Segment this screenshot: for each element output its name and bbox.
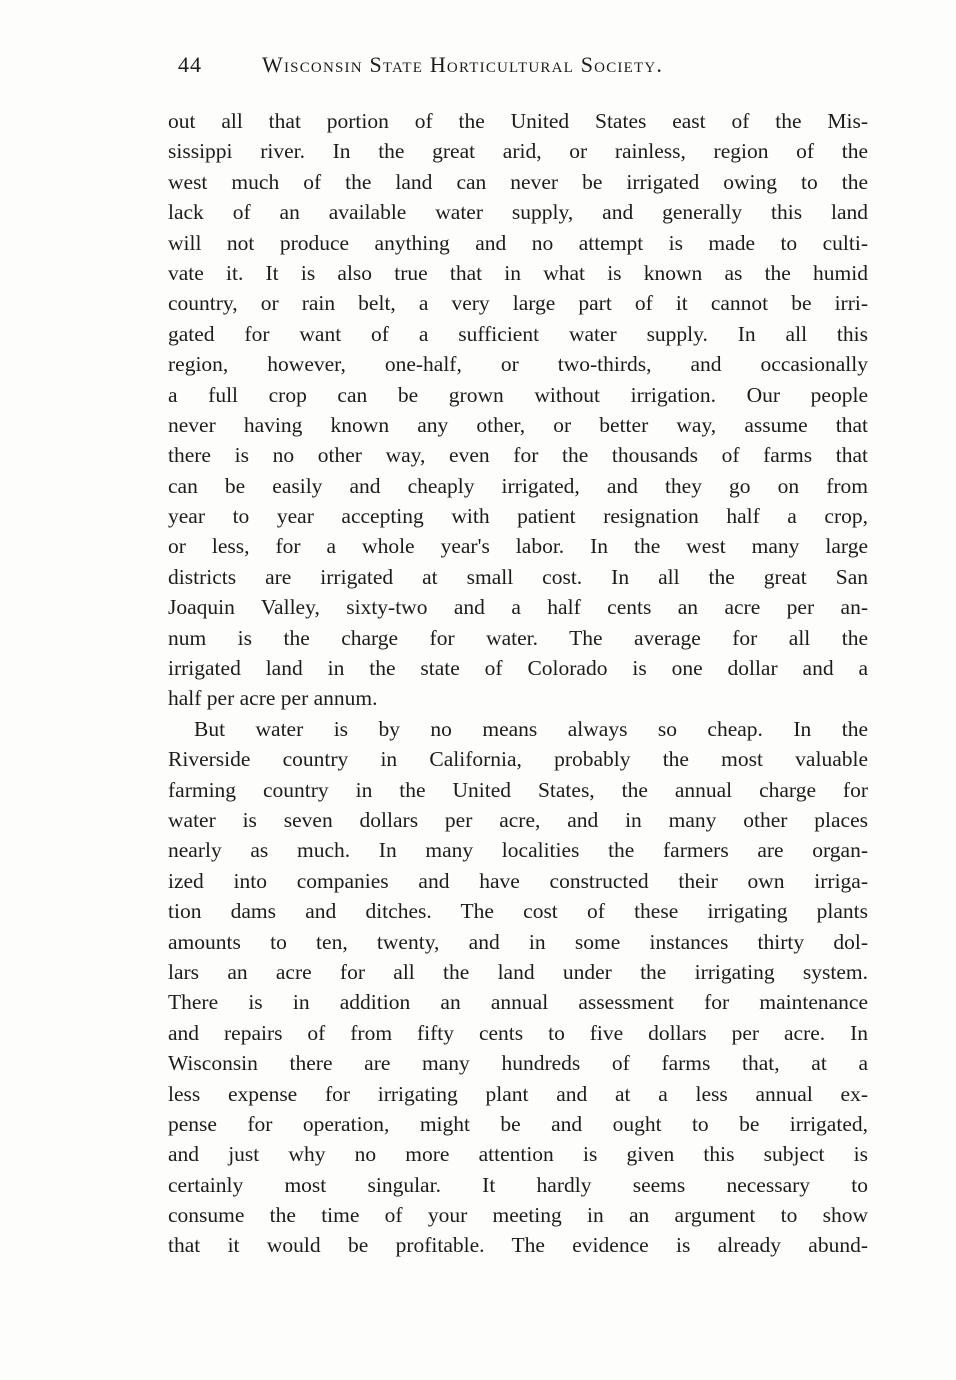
text-line: farming country in the United States, the annual charge for [168, 777, 868, 802]
text-line: never having known any other, or better way, assume that [168, 412, 868, 437]
text-line: lack of an available water supply, and generally this land [168, 200, 868, 225]
text-line: vate it. It is also true that in what is known as the humid [168, 260, 868, 285]
text-line: a full crop can be grown without irrigation. Our people [168, 382, 868, 407]
text-line: sissippi river. In the great arid, or rainless, region of the [168, 139, 868, 164]
text-line: Joaquin Valley, sixty-two and a half cents an acre per an- [168, 595, 868, 620]
text-line: half per acre per annum. [168, 686, 378, 711]
text-line: amounts to ten, twenty, and in some instances thirty dol- [168, 929, 868, 954]
paragraph-2 [168, 714, 868, 1261]
text-line: year to year accepting with patient resignation half a crop, [168, 504, 868, 529]
running-title: Wisconsin State Horticultural Society. [262, 52, 664, 77]
text-line: ized into companies and have constructed their own irriga- [168, 868, 868, 893]
text-line: can be easily and cheaply irrigated, and they go on from [168, 473, 868, 498]
page-header [178, 52, 808, 86]
text-line: tion dams and ditches. The cost of these irrigating plants [168, 899, 868, 924]
text-line: num is the charge for water. The average for all the [168, 625, 868, 650]
body-text [168, 106, 868, 1261]
text-line: less expense for irrigating plant and at a less annual ex- [168, 1081, 868, 1106]
text-line: there is no other way, even for the thousands of farms that [168, 443, 868, 468]
text-line: certainly most singular. It hardly seems necessary to [168, 1172, 868, 1197]
text-line: region, however, one-half, or two-thirds, and occasionally [168, 352, 868, 377]
text-line: water is seven dollars per acre, and in many other places [168, 807, 868, 832]
text-line: But water is by no means always so cheap. In the [194, 716, 868, 741]
text-line: country, or rain belt, a very large part of it cannot be irri- [168, 291, 868, 316]
text-line: nearly as much. In many localities the farmers are organ- [168, 838, 868, 863]
text-line: or less, for a whole year's labor. In the west many large [168, 534, 868, 559]
text-line: out all that portion of the United States east of the Mis- [168, 109, 868, 133]
text-line: lars an acre for all the land under the irrigating system. [168, 959, 868, 984]
text-line: There is in addition an annual assessment for maintenance [168, 990, 868, 1015]
text-line: districts are irrigated at small cost. In all the great San [168, 564, 868, 589]
text-line: Wisconsin there are many hundreds of farms that, at a [168, 1051, 868, 1076]
text-line: consume the time of your meeting in an argument to show [168, 1203, 868, 1228]
text-line: will not produce anything and no attempt is made to culti- [168, 230, 868, 255]
text-line: west much of the land can never be irrigated owing to the [168, 169, 868, 194]
page-number: 44 [178, 52, 202, 77]
text-line: pense for operation, might be and ought to be irrigated, [168, 1111, 868, 1136]
text-line: irrigated land in the state of Colorado is one dollar and a [168, 656, 868, 681]
text-line: Riverside country in California, probably the most valuable [168, 747, 868, 772]
text-line: and just why no more attention is given this subject is [168, 1142, 868, 1167]
text-line: gated for want of a sufficient water supply. In all this [168, 321, 868, 346]
paragraph-1 [168, 106, 868, 714]
text-line: that it would be profitable. The evidence is already abund- [168, 1233, 868, 1258]
text-line: and repairs of from fifty cents to five dollars per acre. In [168, 1020, 868, 1045]
